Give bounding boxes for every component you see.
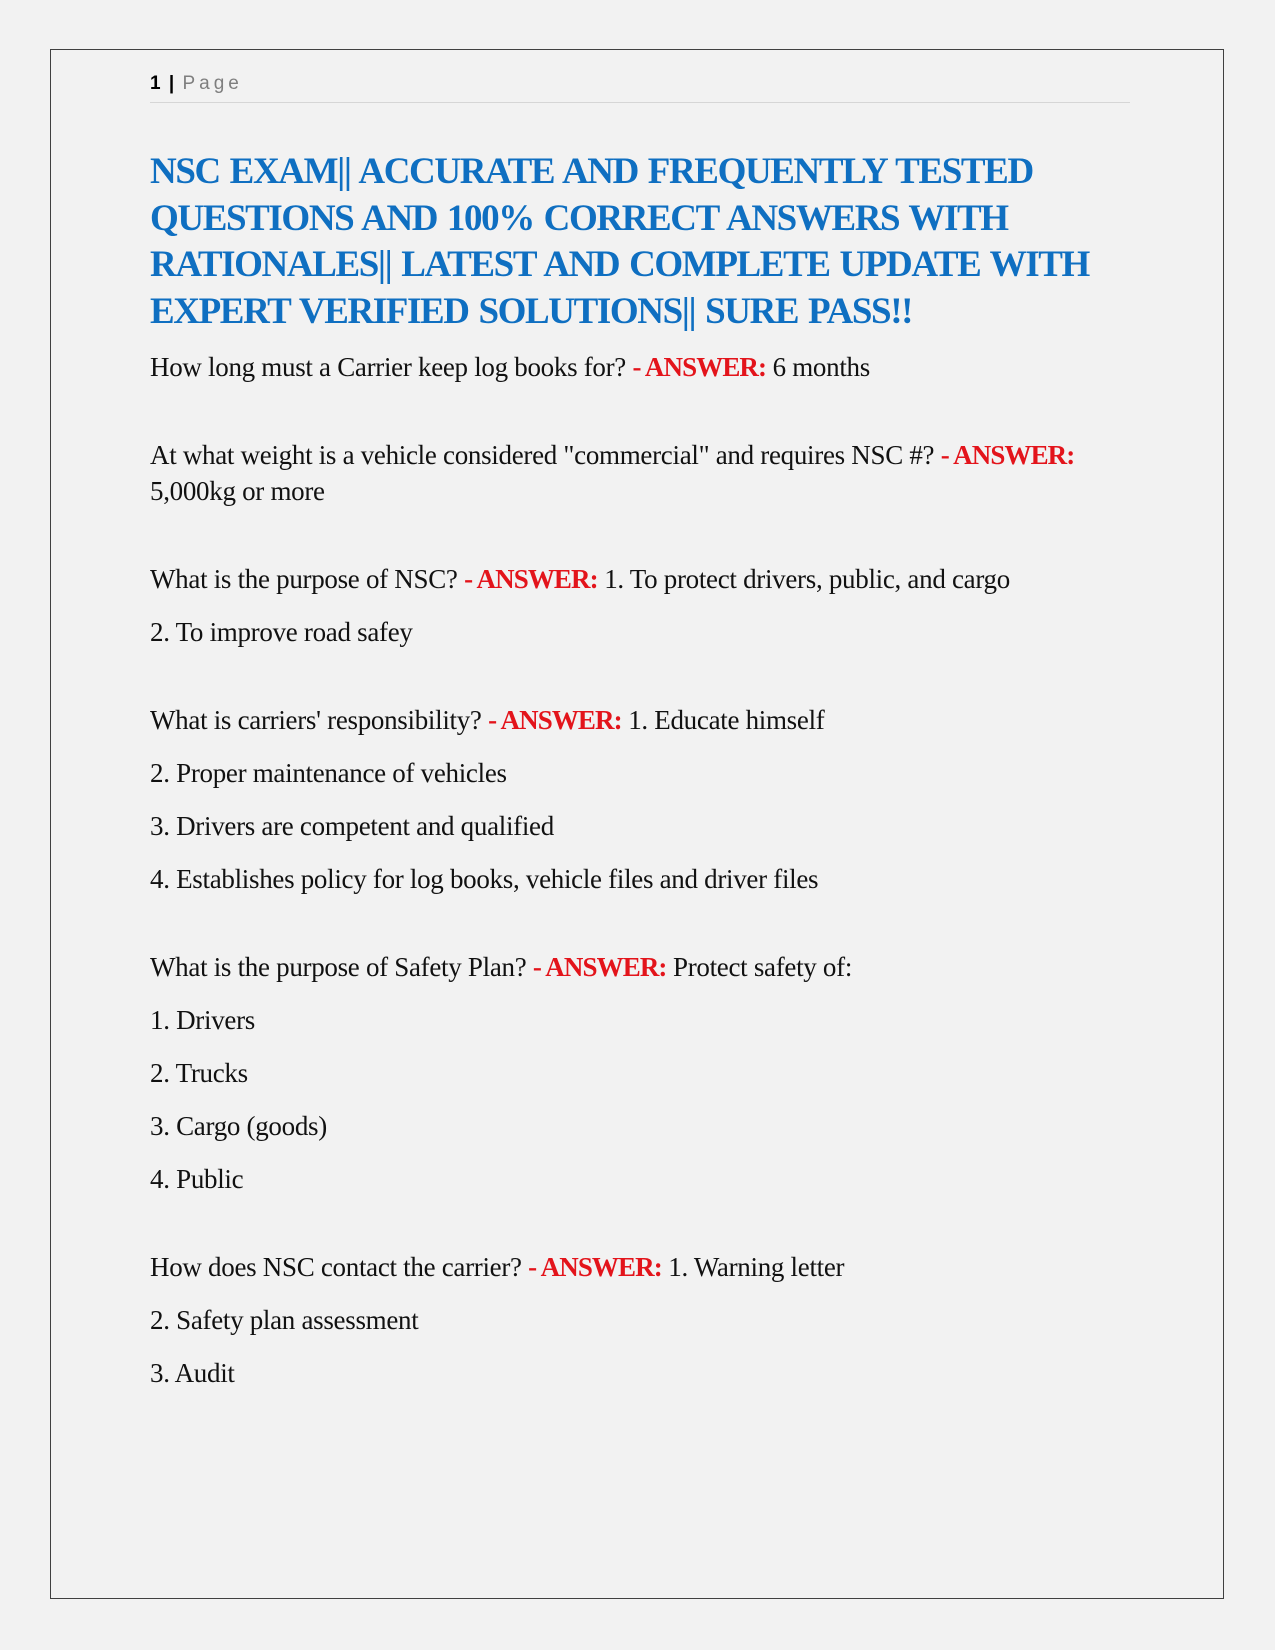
qa-list (150, 349, 1130, 1391)
question-text: How does NSC contact the carrier? (150, 1252, 522, 1282)
answer-line: 2. To improve road safey (150, 617, 413, 647)
qa-item (150, 702, 1130, 897)
answer-label: - ANSWER: (940, 440, 1075, 470)
answer-line: 2. Safety plan assessment (150, 1305, 419, 1335)
answer-text: 5,000kg or more (150, 476, 325, 506)
qa-item (150, 1249, 1130, 1391)
answer-label: - ANSWER: (528, 1252, 662, 1282)
question-line (150, 949, 1130, 985)
page-header (150, 72, 1130, 103)
answer-line: 4. Establishes policy for log books, vehicle files and driver files (150, 864, 819, 894)
question-text: What is the purpose of Safety Plan? (150, 952, 527, 982)
document-title: NSC EXAM|| ACCURATE AND FREQUENTLY TESTED QUESTIONS AND 100% CORRECT ANSWERS WITH RATIONALES|| LATEST AND COMPLETE UPDATE WITH EXPERT VERIFIED SOLUTIONS|| SURE PASS!! (150, 151, 1089, 332)
page-word: Page (182, 73, 243, 94)
answer-label: - ANSWER: (488, 705, 622, 735)
question-text: How long must a Carrier keep log books for? (150, 352, 626, 382)
answer-line: 3. Audit (150, 1358, 235, 1388)
answer-label: - ANSWER: (532, 952, 667, 982)
answer-text: 1. To protect drivers, public, and cargo (604, 564, 1010, 594)
page-separator: | (168, 73, 175, 94)
question-line (150, 1249, 1130, 1285)
answer-line: 2. Trucks (150, 1058, 248, 1088)
question-line (150, 702, 1130, 738)
page-number: 1 (150, 73, 161, 94)
answer-line: 3. Cargo (goods) (150, 1111, 327, 1141)
question-line (150, 437, 1130, 509)
qa-item (150, 949, 1130, 1197)
qa-item (150, 349, 1130, 385)
answer-text: 1. Warning letter (668, 1252, 845, 1282)
answer-line: 1. Drivers (150, 1005, 255, 1035)
answer-line: 4. Public (150, 1164, 244, 1194)
answer-label: - ANSWER: (464, 564, 598, 594)
answer-line: 3. Drivers are competent and qualified (150, 811, 554, 841)
question-line (150, 349, 1130, 385)
answer-text: 6 months (772, 352, 870, 382)
answer-text: 1. Educate himself (628, 705, 825, 735)
qa-item (150, 561, 1130, 650)
question-line (150, 561, 1130, 597)
answer-text: Protect safety of: (672, 952, 853, 982)
page-content (150, 72, 1130, 1443)
question-text: At what weight is a vehicle considered "commercial" and requires NSC #? (150, 440, 935, 470)
answer-line: 2. Proper maintenance of vehicles (150, 758, 507, 788)
qa-item (150, 437, 1130, 509)
question-text: What is the purpose of NSC? (150, 564, 458, 594)
question-text: What is carriers' responsibility? (150, 705, 482, 735)
answer-label: - ANSWER: (632, 352, 767, 382)
